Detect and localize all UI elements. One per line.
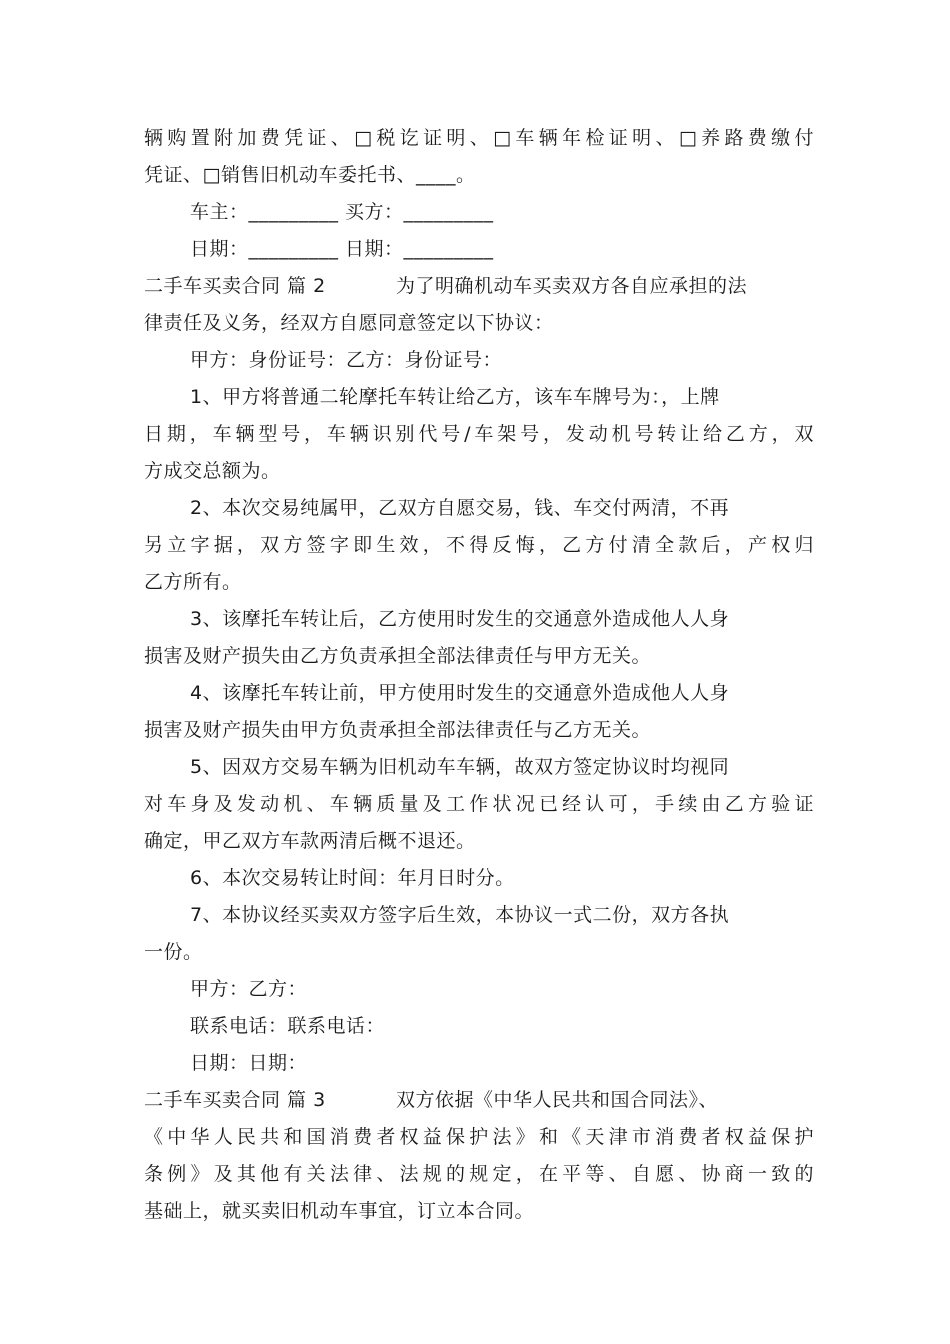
paragraph-line: 《中华人民共和国消费者权益保护法》和《天津市消费者权益保护 bbox=[144, 1126, 814, 1148]
date-line: 日期：_________ 日期：_________ bbox=[190, 238, 494, 260]
section-2-intro: 为了明确机动车买卖双方各自应承担的法 bbox=[396, 275, 748, 297]
clause-7-line: 一份。 bbox=[144, 941, 203, 963]
section-3-intro: 双方依据《中华人民共和国合同法》、 bbox=[396, 1089, 719, 1111]
clause-3-line: 损害及财产损失由乙方负责承担全部法律责任与甲方无关。 bbox=[144, 645, 652, 667]
paragraph-line: 凭证、□销售旧机动车委托书、____。 bbox=[144, 164, 476, 186]
clause-1-line: 方成交总额为。 bbox=[144, 460, 281, 482]
section-3-heading: 二手车买卖合同 篇 3 bbox=[144, 1089, 326, 1111]
paragraph-line: 律责任及义务，经双方自愿同意签定以下协议： bbox=[144, 312, 554, 334]
section-2-heading-line bbox=[144, 268, 814, 304]
clause-1-line: 日期，车辆型号，车辆识别代号/车架号，发动机号转让给乙方，双 bbox=[144, 423, 814, 445]
signature-line: 车主：_________ 买方：_________ bbox=[190, 201, 494, 223]
clause-3-line: 3、该摩托车转让后，乙方使用时发生的交通意外造成他人人身 bbox=[190, 608, 730, 630]
paragraph-line: 条例》及其他有关法律、法规的规定，在平等、自愿、协商一致的 bbox=[144, 1163, 814, 1185]
clause-7-line: 7、本协议经买卖双方签字后生效，本协议一式二份，双方各执 bbox=[190, 904, 730, 926]
clause-2-line: 2、本次交易纯属甲，乙双方自愿交易，钱、车交付两清，不再 bbox=[190, 497, 730, 519]
clause-4-line: 损害及财产损失由甲方负责承担全部法律责任与乙方无关。 bbox=[144, 719, 652, 741]
section-2-heading: 二手车买卖合同 篇 2 bbox=[144, 275, 326, 297]
clause-4-line: 4、该摩托车转让前，甲方使用时发生的交通意外造成他人人身 bbox=[190, 682, 730, 704]
clause-1-line: 1、甲方将普通二轮摩托车转让给乙方，该车车牌号为：，上牌 bbox=[190, 386, 720, 408]
date-line: 日期：日期： bbox=[190, 1052, 308, 1074]
clause-5-line: 5、因双方交易车辆为旧机动车车辆，故双方签定协议时均视同 bbox=[190, 756, 730, 778]
paragraph-line: 基础上，就买卖旧机动车事宜，订立本合同。 bbox=[144, 1200, 535, 1222]
party-signature-line: 甲方：乙方： bbox=[190, 978, 308, 1000]
contact-phone-line: 联系电话：联系电话： bbox=[190, 1015, 386, 1037]
section-3-heading-line bbox=[144, 1082, 814, 1118]
clause-2-line: 乙方所有。 bbox=[144, 571, 242, 593]
clause-6-line: 6、本次交易转让时间：年月日时分。 bbox=[190, 867, 515, 889]
clause-5-line: 对车身及发动机、车辆质量及工作状况已经认可，手续由乙方验证 bbox=[144, 793, 814, 815]
paragraph-line: 辆购置附加费凭证、□税讫证明、□车辆年检证明、□养路费缴付 bbox=[144, 127, 814, 149]
clause-5-line: 确定，甲乙双方车款两清后概不退还。 bbox=[144, 830, 476, 852]
party-id-line: 甲方：身份证号：乙方：身份证号： bbox=[190, 349, 503, 371]
clause-2-line: 另立字据，双方签字即生效，不得反悔，乙方付清全款后，产权归 bbox=[144, 534, 814, 556]
